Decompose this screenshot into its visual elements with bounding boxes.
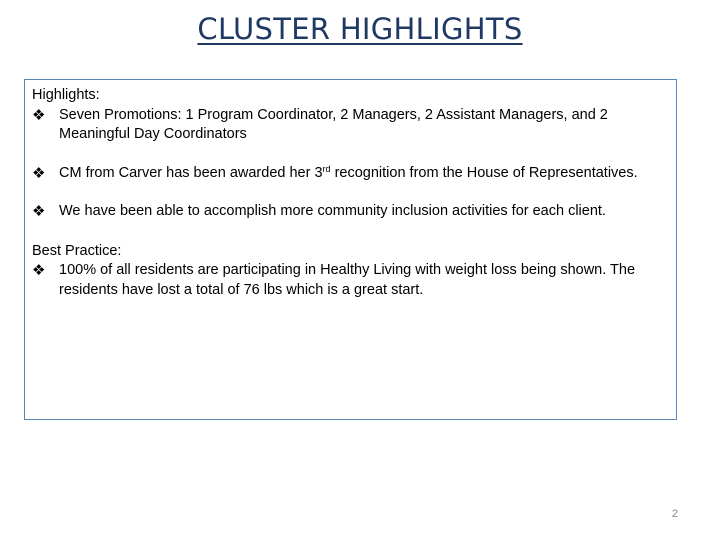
slide-title-text: CLUSTER HIGHLIGHTS [197,12,523,46]
bullet-text-part: recognition from the House of Representatives. [330,164,638,181]
diamond-bullet-icon: ❖ [32,202,46,220]
highlight-bullet-promotions [32,106,666,145]
diamond-bullet-icon: ❖ [32,163,46,182]
best-practice-bullet-healthy-living [32,261,666,300]
bullet-text: 100% of all residents are participating in Healthy Living with weight loss being shown. The residents have lost a total of 76 lbs which is a great start. [59,262,636,298]
content-box [24,79,677,420]
bullet-text: We have been able to accomplish more community inclusion activities for each client. [59,203,606,219]
highlight-bullet-community [32,202,666,222]
bullet-text: Seven Promotions: 1 Program Coordinator, 2 Managers, 2 Assistant Managers, and 2 Meaningful Day Coordinators [59,106,608,142]
diamond-bullet-icon: ❖ [32,261,46,279]
bullet-text-part: CM from Carver has been awarded her 3 [59,164,323,181]
page-number: 2 [671,508,678,520]
highlight-bullet-recognition [32,164,666,184]
slide-title [0,12,720,46]
highlights-heading: Highlights: [32,87,100,103]
diamond-bullet-icon: ❖ [32,105,46,124]
best-practice-heading: Best Practice: [32,242,122,259]
superscript-ordinal: rd [322,163,331,174]
